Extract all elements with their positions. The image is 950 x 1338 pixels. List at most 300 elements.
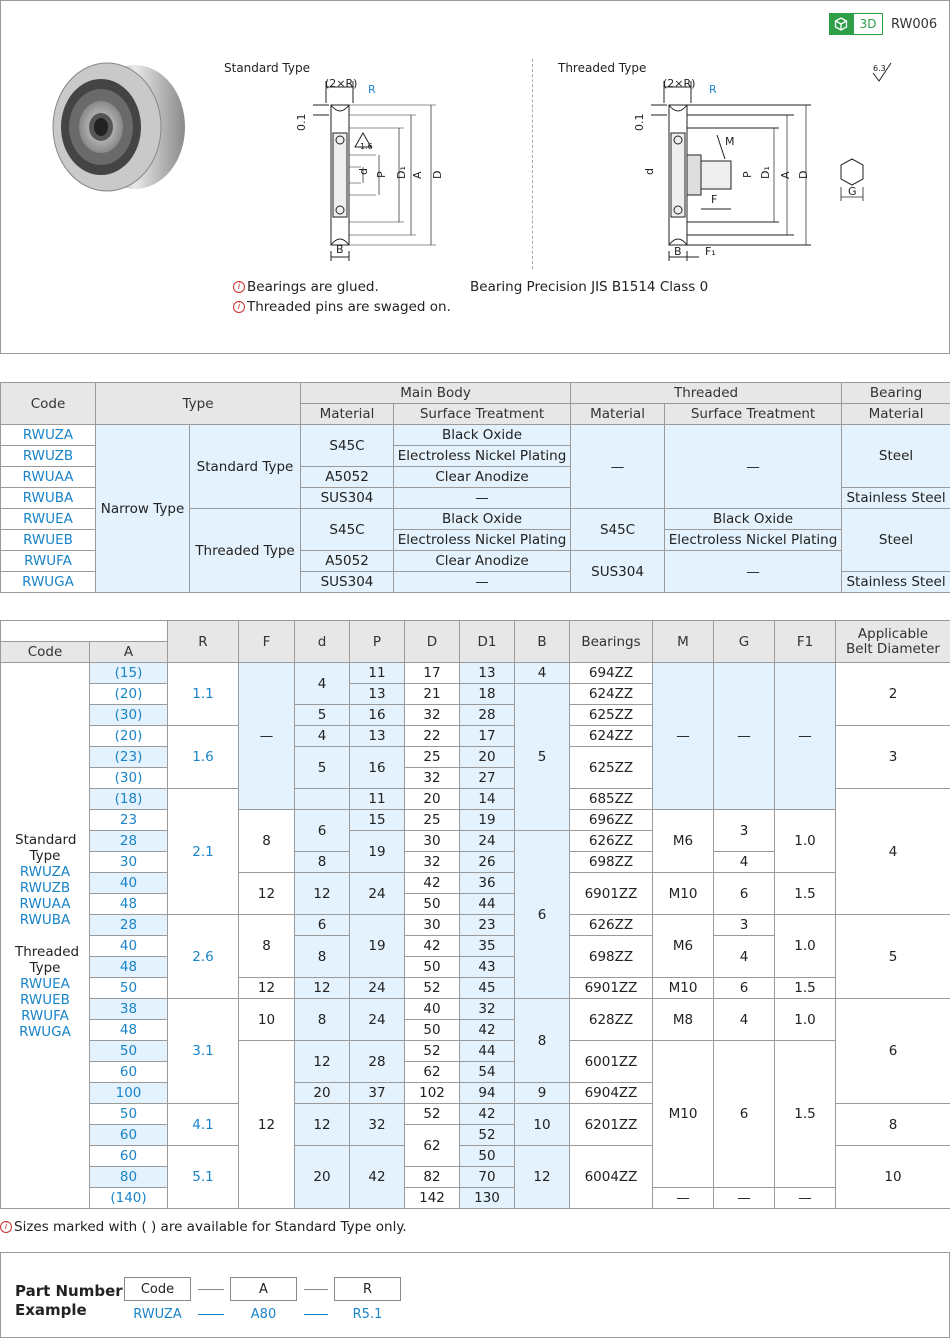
a-cell[interactable]: 48 — [90, 1020, 168, 1041]
footnote — [0, 1219, 407, 1235]
cell: 1.0 — [775, 810, 836, 873]
cell: 13 — [350, 726, 405, 747]
note-glued: Bearings are glued. — [247, 279, 379, 295]
cell: 5 — [515, 684, 570, 831]
cell: 25 — [405, 747, 460, 768]
cell: 694ZZ — [570, 663, 653, 684]
cell: 12 — [239, 1041, 295, 1209]
cell: 50 — [460, 1146, 515, 1167]
a-cell[interactable]: (30) — [90, 705, 168, 726]
cell: 8 — [836, 1104, 950, 1146]
r-cell: 4.1 — [168, 1104, 239, 1146]
cell: 12 — [295, 1104, 350, 1146]
svg-text:B: B — [674, 245, 682, 258]
cell: 54 — [460, 1062, 515, 1083]
code-link[interactable]: RWUBA — [19, 911, 71, 928]
cell: 1.0 — [775, 999, 836, 1041]
cell: 42 — [350, 1146, 405, 1209]
svg-text:d: d — [357, 168, 370, 175]
svg-text:A: A — [779, 171, 792, 179]
th-bearings: Bearings — [570, 621, 653, 663]
cell: 28 — [350, 1041, 405, 1083]
dimension-table — [0, 620, 950, 1209]
separator — [304, 1289, 328, 1290]
cell: 12 — [295, 873, 350, 915]
cell: 24 — [350, 978, 405, 999]
cell: 18 — [460, 684, 515, 705]
code-cell[interactable]: RWUBA — [1, 488, 96, 509]
cell: 628ZZ — [570, 999, 653, 1041]
a-cell[interactable]: 48 — [90, 894, 168, 915]
cell: Stainless Steel — [842, 572, 950, 593]
cell: 42 — [405, 873, 460, 894]
th-material: Material — [842, 404, 950, 425]
code-link[interactable]: RWUAA — [19, 895, 71, 912]
cell: 11 — [350, 789, 405, 810]
cell: 1.5 — [775, 978, 836, 999]
cell: 12 — [295, 978, 350, 999]
cell: 70 — [460, 1167, 515, 1188]
title-line-2: Example — [15, 1301, 87, 1319]
cell: 24 — [460, 831, 515, 852]
th-blank — [1, 621, 168, 642]
cell: Electroless Nickel Plating — [394, 530, 571, 551]
part-number-example — [0, 1252, 950, 1338]
cell: 696ZZ — [570, 810, 653, 831]
cell: M6 — [653, 810, 714, 873]
cube-icon — [829, 13, 853, 35]
cell: 3 — [714, 915, 775, 936]
cell: — — [653, 663, 714, 810]
cell: 32 — [350, 1104, 405, 1146]
cell: 6901ZZ — [570, 873, 653, 915]
value-separator — [304, 1314, 328, 1315]
cell: 4 — [295, 726, 350, 747]
cell: 45 — [460, 978, 515, 999]
note-precision: Bearing Precision JIS B1514 Class 0 — [470, 279, 709, 295]
svg-text:(2×R): (2×R) — [325, 77, 358, 90]
cell: 10 — [515, 1104, 570, 1146]
cell: — — [665, 551, 842, 593]
cell: 17 — [405, 663, 460, 684]
code-cell[interactable]: RWUZB — [1, 446, 96, 467]
cell: 17 — [460, 726, 515, 747]
cell: SUS304 — [301, 572, 394, 593]
cell: 19 — [460, 810, 515, 831]
cell: 52 — [405, 978, 460, 999]
cell: 10 — [836, 1146, 950, 1209]
code-link[interactable]: RWUEB — [20, 991, 70, 1008]
code-link[interactable]: RWUZA — [19, 863, 71, 880]
footnote-text: Sizes marked with ( ) are available for Standard Type only. — [14, 1219, 407, 1235]
cell: 4 — [515, 663, 570, 684]
th-r: R — [168, 621, 239, 663]
cell: Steel — [842, 509, 950, 572]
cell: 12 — [515, 1146, 570, 1209]
cell: 8 — [295, 999, 350, 1041]
svg-text:R: R — [709, 83, 717, 96]
cell: 50 — [405, 957, 460, 978]
cell: 32 — [405, 768, 460, 789]
cell: — — [394, 572, 571, 593]
cell: 4 — [714, 852, 775, 873]
a-cell[interactable]: (23) — [90, 747, 168, 768]
svg-text:A: A — [411, 171, 424, 179]
r-cell: 3.1 — [168, 999, 239, 1104]
cell: 21 — [405, 684, 460, 705]
cell: S45C — [301, 425, 394, 467]
cell: 27 — [460, 768, 515, 789]
th-a: A — [90, 642, 168, 663]
cell: 12 — [295, 1041, 350, 1083]
cell: 6001ZZ — [570, 1041, 653, 1083]
svg-text:(2×R): (2×R) — [663, 77, 696, 90]
code-cell[interactable]: RWUZA — [1, 425, 96, 446]
cell: — — [775, 663, 836, 810]
value-separator — [198, 1314, 224, 1315]
th-g: G — [714, 621, 775, 663]
cell: A5052 — [301, 467, 394, 488]
code-link[interactable]: RWUEA — [20, 975, 70, 992]
svg-text:D: D — [797, 170, 810, 179]
type-threaded: Threaded Type — [190, 509, 301, 593]
cell: Clear Anodize — [394, 551, 571, 572]
cell: 3 — [836, 726, 950, 789]
svg-text:0.1: 0.1 — [295, 113, 308, 131]
cell: 20 — [295, 1146, 350, 1209]
cell: 4 — [714, 999, 775, 1041]
code-group — [1, 663, 90, 1209]
cell: SUS304 — [301, 488, 394, 509]
svg-text:d: d — [643, 168, 656, 175]
cell: 50 — [405, 1020, 460, 1041]
cell: 698ZZ — [570, 936, 653, 978]
cell: 11 — [350, 663, 405, 684]
cell: 4 — [836, 789, 950, 915]
cell: 626ZZ — [570, 915, 653, 936]
cell — [295, 789, 350, 810]
cell: Steel — [842, 425, 950, 488]
cell: 52 — [405, 1041, 460, 1062]
cell: Black Oxide — [394, 425, 571, 446]
a-cell[interactable]: 50 — [90, 1104, 168, 1125]
cell: 6 — [714, 978, 775, 999]
th-belt: Applicable Belt Diameter — [836, 621, 950, 663]
a-cell[interactable]: 40 — [90, 936, 168, 957]
cell: 19 — [350, 831, 405, 873]
type-narrow: Narrow Type — [96, 425, 190, 593]
title-line-1: Part Number — [15, 1282, 123, 1300]
cell: 20 — [295, 1083, 350, 1104]
th-type: Type — [96, 383, 301, 425]
cell: 5 — [295, 705, 350, 726]
cell: 20 — [460, 747, 515, 768]
cell: 22 — [405, 726, 460, 747]
th-code: Code — [1, 383, 96, 425]
field-r: R — [334, 1277, 401, 1301]
svg-text:1.6: 1.6 — [360, 142, 373, 151]
r-cell: 2.1 — [168, 789, 239, 915]
th-material: Material — [571, 404, 665, 425]
cell: 6004ZZ — [570, 1146, 653, 1209]
cell: 37 — [350, 1083, 405, 1104]
code-link[interactable]: RWUZB — [19, 879, 71, 896]
cell: M10 — [653, 978, 714, 999]
cell: 32 — [405, 852, 460, 873]
th-surface: Surface Treatment — [665, 404, 842, 425]
th-d1: D1 — [460, 621, 515, 663]
th-main-body: Main Body — [301, 383, 571, 404]
th-f1: F1 — [775, 621, 836, 663]
cell: 23 — [460, 915, 515, 936]
cell: 25 — [405, 810, 460, 831]
th-threaded: Threaded — [571, 383, 842, 404]
cell: — — [571, 425, 665, 509]
drawing-divider — [532, 59, 533, 269]
cell: 6 — [714, 1041, 775, 1188]
cell: 1.5 — [775, 1041, 836, 1188]
cell: 42 — [460, 1020, 515, 1041]
cell: 44 — [460, 894, 515, 915]
part-number-title — [15, 1282, 123, 1320]
code-cell[interactable]: RWUFA — [1, 551, 96, 572]
a-cell[interactable]: 30 — [90, 852, 168, 873]
cell: — — [653, 1188, 714, 1209]
cell: M10 — [653, 1041, 714, 1188]
cell: — — [714, 1188, 775, 1209]
cell: 8 — [239, 915, 295, 978]
cell: 142 — [405, 1188, 460, 1209]
info-icon: i — [233, 281, 245, 293]
a-cell[interactable]: 100 — [90, 1083, 168, 1104]
badge-3d[interactable] — [829, 13, 937, 35]
cell: 26 — [460, 852, 515, 873]
type-table — [0, 382, 950, 593]
cell: 130 — [460, 1188, 515, 1209]
th-code: Code — [1, 642, 90, 663]
threaded-type-title: Threaded Type — [558, 61, 647, 75]
svg-text:P: P — [375, 171, 388, 178]
standard-type-title: Standard Type — [224, 61, 310, 75]
a-cell[interactable]: 60 — [90, 1146, 168, 1167]
cell: — — [714, 663, 775, 810]
a-cell[interactable]: 60 — [90, 1062, 168, 1083]
svg-text:P: P — [741, 171, 754, 178]
a-cell[interactable]: 40 — [90, 873, 168, 894]
code-cell[interactable]: RWUEB — [1, 530, 96, 551]
cell: 6 — [295, 810, 350, 852]
svg-text:B: B — [336, 243, 344, 256]
a-cell[interactable]: 48 — [90, 957, 168, 978]
thr-label: Threaded Type — [15, 943, 80, 976]
r-cell: 1.6 — [168, 726, 239, 789]
cell: 36 — [460, 873, 515, 894]
cell: 32 — [405, 705, 460, 726]
cell: 698ZZ — [570, 852, 653, 873]
threaded-type-drawing — [629, 75, 819, 265]
svg-text:F₁: F₁ — [705, 245, 716, 258]
field-code: Code — [124, 1277, 191, 1301]
cell: 624ZZ — [570, 684, 653, 705]
cell: 82 — [405, 1167, 460, 1188]
a-cell[interactable]: 23 — [90, 810, 168, 831]
cell: 6 — [836, 999, 950, 1104]
a-cell[interactable]: (30) — [90, 768, 168, 789]
cell: 625ZZ — [570, 747, 653, 789]
cell: 8 — [239, 810, 295, 873]
cell: Electroless Nickel Plating — [394, 446, 571, 467]
value-r: R5.1 — [352, 1307, 383, 1322]
a-cell[interactable]: 28 — [90, 915, 168, 936]
cell: 4 — [714, 936, 775, 978]
cell: 28 — [460, 705, 515, 726]
code-link[interactable]: RWUGA — [19, 1023, 71, 1040]
cell: 35 — [460, 936, 515, 957]
th-b: B — [515, 621, 570, 663]
cell: 52 — [460, 1125, 515, 1146]
cell: 6904ZZ — [570, 1083, 653, 1104]
th-m: M — [653, 621, 714, 663]
cell: 8 — [295, 852, 350, 873]
th-dd: D — [405, 621, 460, 663]
cell: — — [665, 425, 842, 509]
std-label: Standard Type — [15, 831, 77, 864]
product-info-panel — [0, 0, 950, 354]
cell: — — [239, 663, 295, 810]
cell: 16 — [350, 705, 405, 726]
cell: 32 — [460, 999, 515, 1020]
svg-text:F: F — [711, 193, 718, 206]
cell: 42 — [460, 1104, 515, 1125]
cell: 12 — [239, 873, 295, 915]
cell: 4 — [295, 663, 350, 705]
cell: Stainless Steel — [842, 488, 950, 509]
cell: 625ZZ — [570, 705, 653, 726]
cell: 9 — [515, 1083, 570, 1104]
cell: — — [775, 1188, 836, 1209]
cell: 1.5 — [775, 873, 836, 915]
cell: 44 — [460, 1041, 515, 1062]
r-cell: 1.1 — [168, 663, 239, 726]
badge-3d-label[interactable]: 3D — [853, 13, 883, 35]
cell: 15 — [350, 810, 405, 831]
pulley-photo — [45, 57, 195, 197]
cell: 50 — [405, 894, 460, 915]
field-a: A — [230, 1277, 297, 1301]
svg-text:D₁: D₁ — [759, 166, 772, 179]
cell: 5 — [836, 915, 950, 999]
cell: 6 — [295, 915, 350, 936]
value-code: RWUZA — [133, 1307, 182, 1322]
cell: 20 — [405, 789, 460, 810]
a-cell[interactable]: 38 — [90, 999, 168, 1020]
cell: A5052 — [301, 551, 394, 572]
r-cell: 2.6 — [168, 915, 239, 999]
cell: 1.0 — [775, 915, 836, 978]
separator — [198, 1289, 224, 1290]
cell: 13 — [460, 663, 515, 684]
svg-text:0.1: 0.1 — [633, 113, 646, 131]
code-cell[interactable]: RWUGA — [1, 572, 96, 593]
notes-list — [233, 277, 451, 317]
cell: M10 — [653, 873, 714, 915]
cell: 2 — [836, 663, 950, 726]
cell: 30 — [405, 831, 460, 852]
th-p: P — [350, 621, 405, 663]
cell: 19 — [350, 915, 405, 978]
cell: 24 — [350, 873, 405, 915]
a-cell[interactable]: 50 — [90, 1041, 168, 1062]
cell: Electroless Nickel Plating — [665, 530, 842, 551]
cell: 6 — [515, 831, 570, 999]
cell: 13 — [350, 684, 405, 705]
code-cell[interactable]: RWUEA — [1, 509, 96, 530]
code-cell[interactable]: RWUAA — [1, 467, 96, 488]
cell: M6 — [653, 915, 714, 978]
cell: 626ZZ — [570, 831, 653, 852]
a-cell[interactable]: 50 — [90, 978, 168, 999]
svg-text:D₁: D₁ — [395, 166, 408, 179]
cell: 624ZZ — [570, 726, 653, 747]
cell: 6 — [714, 873, 775, 915]
info-icon: i — [233, 301, 245, 313]
a-cell[interactable]: 60 — [90, 1125, 168, 1146]
th-f: F — [239, 621, 295, 663]
type-standard: Standard Type — [190, 425, 301, 509]
svg-text:R: R — [368, 83, 376, 96]
cell: 6201ZZ — [570, 1104, 653, 1146]
th-bearing: Bearing — [842, 383, 950, 404]
cell: 10 — [239, 999, 295, 1041]
cell: S45C — [301, 509, 394, 551]
a-cell[interactable]: 80 — [90, 1167, 168, 1188]
info-icon: i — [0, 1221, 12, 1233]
cell: M8 — [653, 999, 714, 1041]
code-link[interactable]: RWUFA — [21, 1007, 69, 1024]
cell: 43 — [460, 957, 515, 978]
a-cell[interactable]: (20) — [90, 684, 168, 705]
cell: 52 — [405, 1104, 460, 1125]
a-cell[interactable]: (15) — [90, 663, 168, 684]
cell: 102 — [405, 1083, 460, 1104]
svg-text:D: D — [431, 170, 444, 179]
a-cell[interactable]: (18) — [90, 789, 168, 810]
cell: 16 — [350, 747, 405, 789]
roughness-symbol — [867, 61, 897, 85]
svg-text:G: G — [848, 185, 857, 198]
cell: 14 — [460, 789, 515, 810]
th-surface: Surface Treatment — [394, 404, 571, 425]
cell: Black Oxide — [665, 509, 842, 530]
standard-type-drawing — [291, 75, 461, 265]
cell: 42 — [405, 936, 460, 957]
a-cell[interactable]: (140) — [90, 1188, 168, 1209]
svg-text:M: M — [725, 135, 735, 148]
cell: — — [394, 488, 571, 509]
th-d: d — [295, 621, 350, 663]
cell: 8 — [515, 999, 570, 1083]
a-cell[interactable]: 28 — [90, 831, 168, 852]
cell: S45C — [571, 509, 665, 551]
note-swaged: Threaded pins are swaged on. — [247, 299, 451, 315]
cell: 30 — [405, 915, 460, 936]
cell: Clear Anodize — [394, 467, 571, 488]
r-cell: 5.1 — [168, 1146, 239, 1209]
value-a: A80 — [250, 1307, 277, 1322]
a-cell[interactable]: (20) — [90, 726, 168, 747]
cell: 94 — [460, 1083, 515, 1104]
cell: 8 — [295, 936, 350, 978]
